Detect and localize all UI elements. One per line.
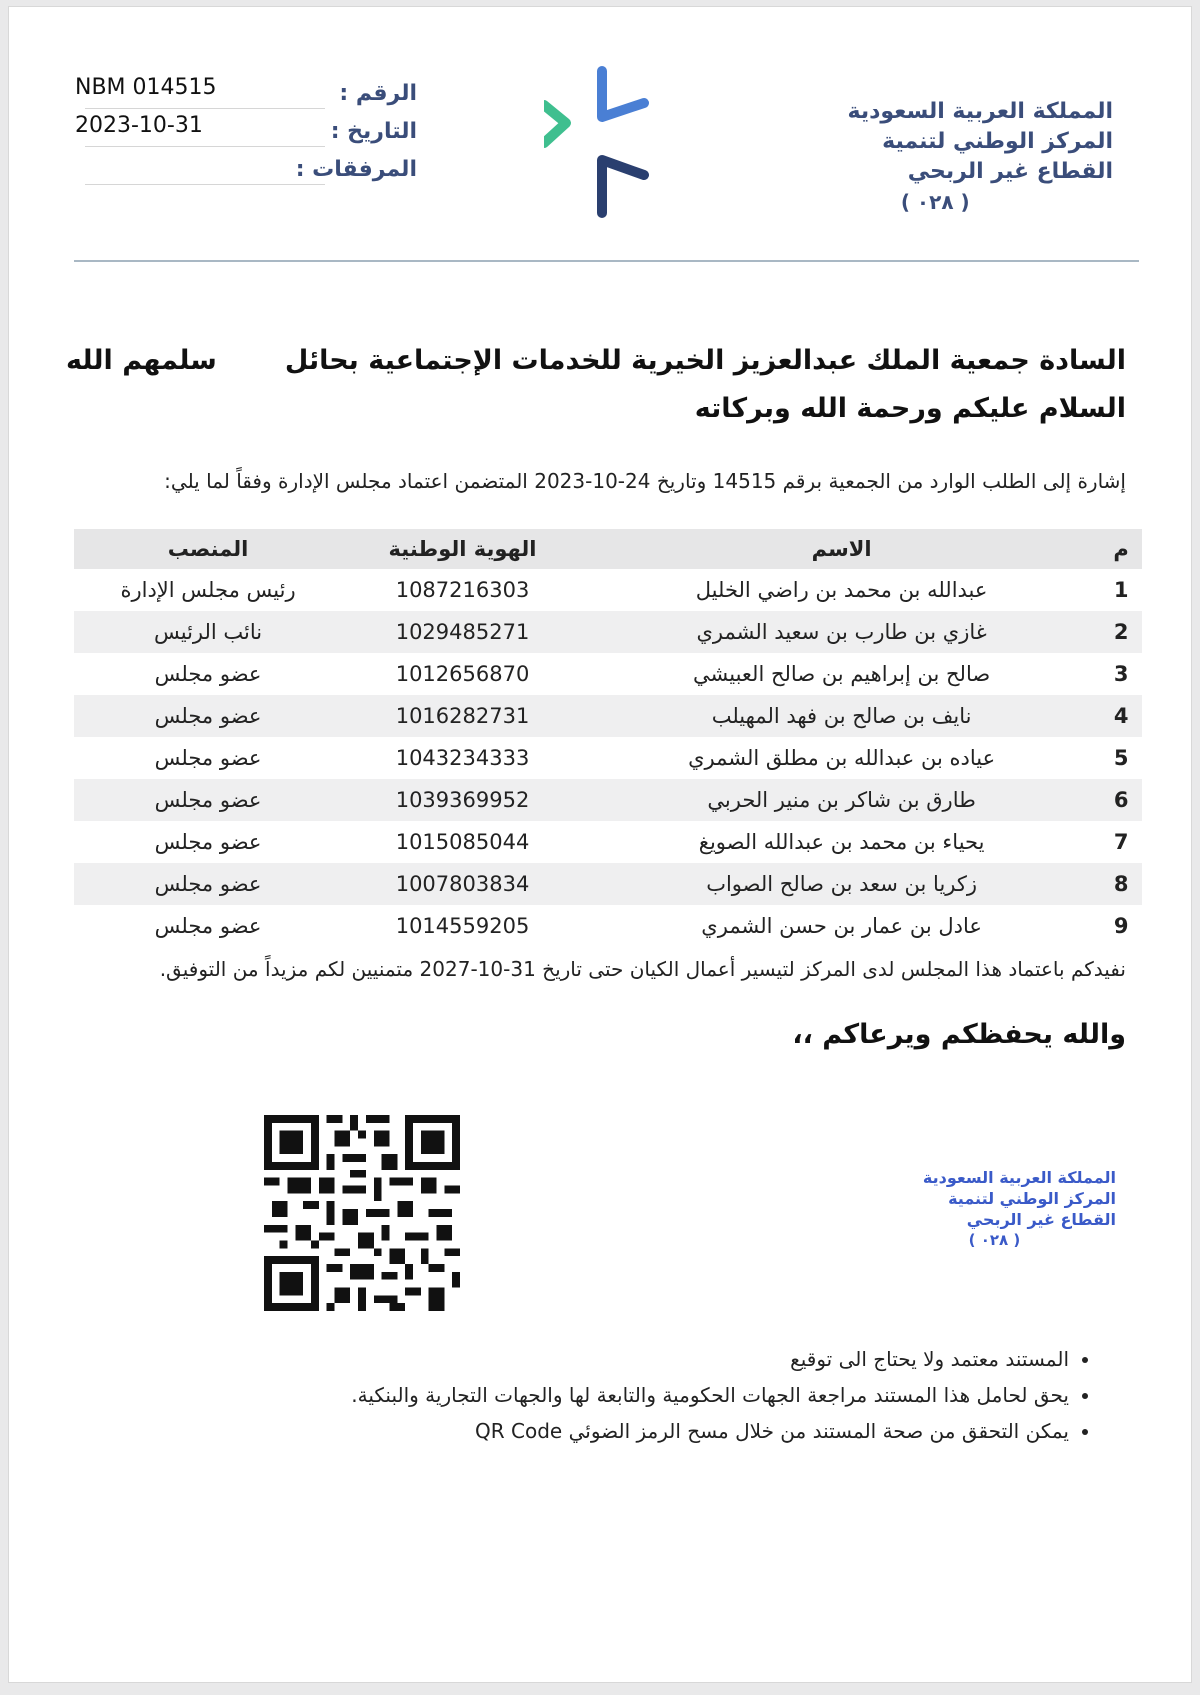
member-name: زكريا بن سعد بن صالح الصواب bbox=[583, 863, 1100, 905]
logo-bottom-stroke-icon bbox=[602, 160, 644, 213]
addressee: السادة جمعية الملك عبدالعزيز الخيرية للخدمات الإجتماعية بحائل bbox=[284, 345, 1126, 376]
member-id: 1015085044 bbox=[395, 830, 530, 854]
letter-page bbox=[8, 6, 1192, 1683]
row-index: 4 bbox=[1100, 695, 1142, 737]
table-row bbox=[74, 653, 1142, 695]
member-id: 1007803834 bbox=[342, 863, 583, 905]
table-row bbox=[74, 611, 1142, 653]
row-index: 6 bbox=[1100, 779, 1142, 821]
member-position: عضو مجلس bbox=[74, 779, 342, 821]
stamp-line: المملكة العربية السعودية bbox=[922, 1168, 1116, 1187]
logo-chevron-icon bbox=[544, 105, 566, 143]
member-name: صالح بن إبراهيم بن صالح العبيشي bbox=[693, 662, 991, 686]
member-position: عضو مجلس bbox=[74, 863, 342, 905]
header-name: الاسم bbox=[583, 529, 1100, 569]
org-code: ( ٠٢٨ ) bbox=[900, 190, 970, 214]
table-header-row bbox=[74, 529, 1142, 569]
row-index: 1 bbox=[1113, 578, 1129, 602]
member-id: 1029485271 bbox=[342, 611, 583, 653]
member-id: 1012656870 bbox=[395, 662, 530, 686]
member-id: 1087216303 bbox=[395, 578, 530, 602]
member-name: يحياء بن محمد بن عبدالله الصويغ bbox=[698, 830, 985, 854]
member-position: عضو مجلس bbox=[154, 914, 262, 938]
intro-paragraph: إشارة إلى الطلب الوارد من الجمعية برقم 14515 وتاريخ 24-10-2023 المتضمن اعتماد مجلس الإدارة وفقاً لما يلي: bbox=[164, 469, 1126, 493]
member-name: نايف بن صالح بن فهد المهيلب bbox=[583, 695, 1100, 737]
date-underline bbox=[85, 146, 325, 147]
table-row bbox=[74, 737, 1142, 779]
org-line: المملكة العربية السعودية bbox=[847, 99, 1113, 124]
stamp-line: المركز الوطني لتنمية bbox=[948, 1189, 1116, 1208]
closing-line: والله يحفظكم ويرعاكم ،، bbox=[792, 1019, 1126, 1050]
header-national-id: الهوية الوطنية bbox=[342, 529, 583, 569]
row-index: 3 bbox=[1113, 662, 1129, 686]
note-item: • يمكن التحقق من صحة المستند من خلال مسح الرمز الضوئي QR Code bbox=[351, 1419, 1069, 1455]
member-position: عضو مجلس bbox=[154, 662, 262, 686]
member-position: نائب الرئيس bbox=[74, 611, 342, 653]
logo-top-stroke-icon bbox=[602, 71, 644, 117]
note-item: • يحق لحامل هذا المستند مراجعة الجهات الحكومية والتابعة لها والجهات التجارية والبنكية. bbox=[351, 1383, 1069, 1419]
number-row bbox=[67, 75, 417, 113]
letter-meta bbox=[67, 75, 417, 189]
letter-number: NBM 014515 bbox=[75, 75, 217, 100]
notes-list bbox=[351, 1347, 1091, 1455]
table-row bbox=[74, 821, 1142, 863]
greeting: السلام عليكم ورحمة الله وبركاته bbox=[694, 393, 1126, 424]
table-row bbox=[74, 695, 1142, 737]
member-name: عبدالله بن محمد بن راضي الخليل bbox=[695, 578, 988, 602]
outro-paragraph: نفيدكم باعتماد هذا المجلس لدى المركز لتيسير أعمال الكيان حتى تاريخ 31-10-2027 متمنيين لكم مزيداً من التوفيق. bbox=[159, 957, 1126, 981]
member-id: 1014559205 bbox=[395, 914, 530, 938]
org-name-block bbox=[847, 97, 1113, 217]
attachments-underline bbox=[85, 184, 325, 185]
row-index: 7 bbox=[1113, 830, 1129, 854]
member-position: عضو مجلس bbox=[154, 830, 262, 854]
number-label: الرقم : bbox=[339, 81, 417, 106]
member-id: 1016282731 bbox=[342, 695, 583, 737]
digital-stamp bbox=[923, 1167, 1116, 1251]
header-position: المنصب bbox=[74, 529, 342, 569]
member-position: عضو مجلس bbox=[154, 746, 262, 770]
table-row bbox=[74, 569, 1142, 611]
attachments-label: المرفقات : bbox=[295, 157, 417, 182]
qr-code-icon bbox=[264, 1115, 460, 1311]
member-name: غازي بن طارب بن سعيد الشمري bbox=[583, 611, 1100, 653]
stamp-line: القطاع غير الربحي bbox=[966, 1210, 1116, 1229]
member-position: رئيس مجلس الإدارة bbox=[120, 578, 296, 602]
date-row bbox=[67, 113, 417, 151]
date-label: التاريخ : bbox=[330, 119, 417, 144]
member-id: 1043234333 bbox=[395, 746, 530, 770]
row-index: 2 bbox=[1100, 611, 1142, 653]
table-row bbox=[74, 905, 1142, 947]
header-index: م bbox=[1100, 529, 1142, 569]
letter-date: 2023-10-31 bbox=[75, 113, 203, 138]
row-index: 9 bbox=[1113, 914, 1129, 938]
table-row bbox=[74, 779, 1142, 821]
header-divider bbox=[74, 260, 1139, 262]
number-underline bbox=[85, 108, 325, 109]
member-name: عادل بن عمار بن حسن الشمري bbox=[701, 914, 982, 938]
org-line: القطاع غير الربحي bbox=[907, 159, 1113, 184]
row-index: 5 bbox=[1113, 746, 1129, 770]
ncnp-logo-icon bbox=[544, 65, 659, 220]
stamp-code: ( ٠٢٨ ) bbox=[968, 1231, 1021, 1249]
member-name: طارق بن شاكر بن منير الحربي bbox=[583, 779, 1100, 821]
board-members-table bbox=[74, 529, 1142, 947]
honorific: سلمهم الله bbox=[66, 345, 217, 376]
member-id: 1039369952 bbox=[342, 779, 583, 821]
attachments-row bbox=[67, 151, 417, 189]
addressee-block bbox=[66, 337, 1126, 433]
row-index: 8 bbox=[1100, 863, 1142, 905]
org-line: المركز الوطني لتنمية bbox=[882, 129, 1113, 154]
member-name: عياده بن عبدالله بن مطلق الشمري bbox=[688, 746, 996, 770]
member-position: عضو مجلس bbox=[74, 695, 342, 737]
table-row bbox=[74, 863, 1142, 905]
note-item: • المستند معتمد ولا يحتاج الى توقيع bbox=[351, 1347, 1069, 1383]
